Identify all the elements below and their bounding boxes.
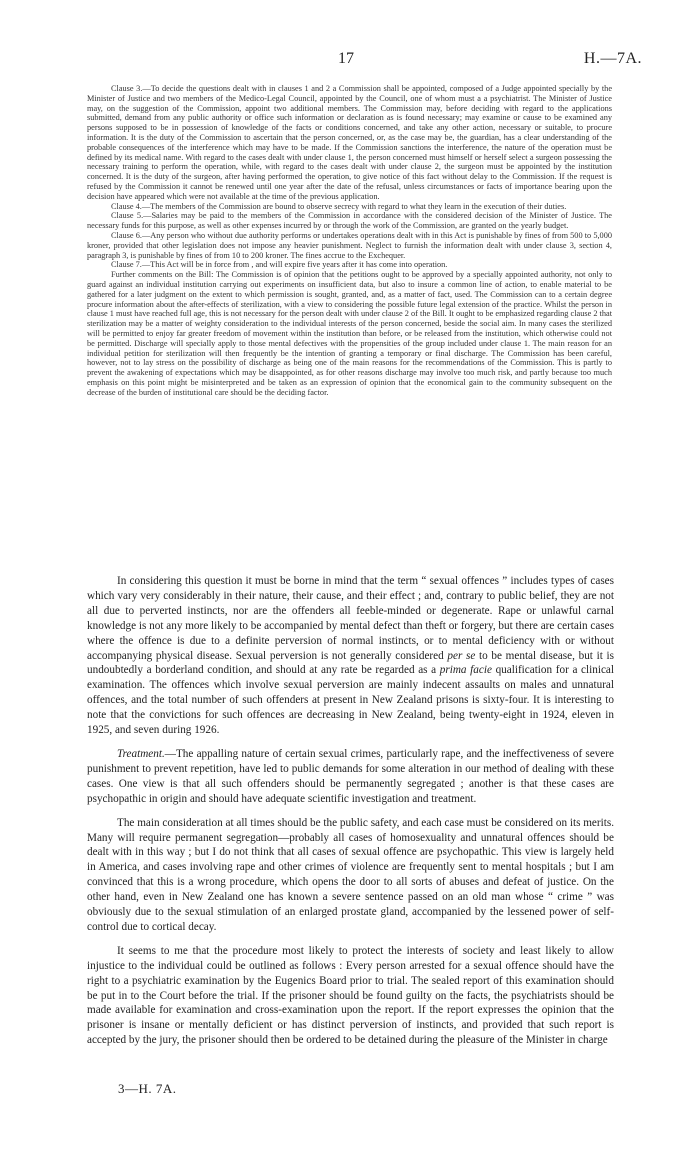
public-safety-paragraph: The main consideration at all times should be the public safety, and each case must be considered on its merits. Many will require permanent segregation—probably all cases of homosexuality and unnatural offences should be dealt with in this way ; but I do not think that all cases of sexual offence are psychopathic. This view is largely held in America, and cases involving rape and other crimes of violence are frequently sent to mental hospitals ; but I am convinced that this is a wrong procedure, which opens the door to all sorts of abuses and defeat of justice. On the other hand, even in New Zealand one has known a severe sentence passed on an old man whose “ crime ” was obviously due to the sexual stimulation of an enlarged prostate gland, accompanied by the lessened power of self-control due to cortical decay. [87,816,614,933]
text-run: qualification for a clinical examination. The offences which involve sexual perversion are mainly indecent assaults on males and unnatural offences, and the total number of such offenders at present in New Zealand prisons is sixty-four. It is interesting to note that the convictions for such offences are decreasing in New Zealand, being twenty-eight in 1924, eleven in 1925, and seven during 1926. [87,664,614,737]
clause-5-paragraph: Clause 5.—Salaries may be paid to the members of the Commission in accordance with the considered decision of the Minister of Justice. The necessary funds for this purpose, as well as other expenses incurred by or through the work of the Commission, are granted on the yearly budget. [87,211,612,231]
page-number: 17 [338,50,354,67]
sexual-offences-paragraph [87,574,614,738]
treatment-heading: Treatment. [117,747,165,760]
procedure-paragraph: It seems to me that the procedure most likely to protect the interests of society and least likely to allow injustice to the individual could be outlined as follows : Every person arrested for a sexual offence should have the right to a psychiatric examination by the Eugenics Board prior to trial. The sealed report of this examination should be put in to the Court before the trial. If the prisoner should be found guilty on the facts, the psychiatrists should be made available for examination and cross-examination upon the report. If the report expresses the opinion that the prisoner is insane or mentally deficient or has distinct perversion of instincts, and provided that such report is accepted by the jury, the prisoner should then be ordered to be detained during the pleasure of the Minister in charge [87,944,614,1047]
text-run: —The appalling nature of certain sexual crimes, particularly rape, and the ineffectiveness of severe punishment to prevent repetition, have led to public demands for some alteration in our method of dealing with these cases. One view is that all such offenders should be permanently segregated ; another is that these cases are psychopathic in origin and should have adequate scientific investigation and treatment. [87,747,614,805]
page-header [0,50,700,74]
text-run: In considering this question it must be borne in mind that the term “ sexual offences ” includes types of cases which vary very considerably in their nature, their cause, and their effect ; and, contrary to public belief, they are not all due to perverted instincts, nor are the offenders all feeble-minded or degenerate. Rape or unlawful carnal knowledge is not any more likely to be accompanied by mental defect than theft or forgery, but there are certain cases where the offence is due to a definite perversion of normal instincts, or to mental deficiency with or without accompanying physical disease. Sexual perversion is not generally considered [87,575,614,662]
clause-6-paragraph: Clause 6.—Any person who without due authority performs or undertakes operations dealt with in this Act is punishable by fines of from 500 to 5,000 kroner, provided that other legislation does not impose any heavier punishment. Neglect to furnish the information dealt with under clause 3, section 4, paragraph 3, is punishable by fines of from 10 to 200 kroner. The fines accrue to the Exchequer. [87,230,612,260]
bill-clauses-section [87,84,612,398]
signature-mark: 3—H. 7A. [118,1081,177,1096]
further-comments-paragraph: Further comments on the Bill: The Commission is of opinion that the petitions ought to be approved by a specially appointed authority, not only to guard against an individual institution carrying out experiments on insufficient data, but also to insure a common line of action, to enable material to be gathered for a later judgment on the extent to which permission is sought, granted, and, as a matter of fact, used. The Commission can to a certain degree procure information about the after-effects of sterilization, with a view to considering the possible future legal extension of the practice. Whilst the person in clause 1 must have reached full age, this is not necessary for the person dealt with under clause 2 of the Bill. It ought to be emphasized regarding clause 2 that sterilization may be a matter of weighty consideration to the individual interests of the person concerned, beside the social aim. In many cases the sterilized will be permitted to enjoy far greater freedom of movement within the institution than before, or be released from the institution, which otherwise could not be permitted. Discharge will specially apply to those mental defectives with the propensities of the group included under clause 1. The main reason for an individual petition for sterilization will then frequently be the intention of granting a temporary or final discharge. The Commission has been careful, however, not to lay stress on the possibility of discharge as being one of the main reasons for the recommendations of the Commission. This is partly to prevent the awakening of expectations which may be disappointed, as for other reasons discharge may involve too much risk, and partly because too much emphasis on this point might be misinterpreted and be taken as an expression of opinion that the economical gain to the community subsequent on the decrease of the burden of institutional care should be the deciding factor. [87,270,612,397]
treatment-paragraph [87,747,614,807]
clause-3-paragraph: Clause 3.—To decide the questions dealt with in clauses 1 and 2 a Commission shall be appointed, composed of a Judge appointed specially by the Minister of Justice and two members of the Medico-Legal Council, appointed by the Council, one of whom must a a psychiatrist. The Minister of Justice may, on the suggestion of the Commission, appoint two additional members. The Commission may, before deciding with regard to the applications submitted, demand from any public authority or office such information or declaration as is found necessary; may examine or cause to be examined any persons supposed to be in possession of knowledge of the facts or conditions concerned, and take any other action, necessary or suitable, to procure information. It is the duty of the Commission to ascertain that the person concerned, or, as the case may be, the guardian, has a clear understanding of the probable consequences of the interference which may have to be made. If the Commission sanctions the interference, the nature of the operation must be defined by its medical name. With regard to the cases dealt with under clause 1, the person concerned must himself or herself select a surgeon possessing the necessary training to perform the operation, while, with regard to the cases dealt with under clause 2, the surgeon must be appointed by the institution concerned. It is the duty of the surgeon, after having performed the operation, to give notice of this fact without delay to the Commission. If the request is refused by the Commission it cannot be renewed until one year after the date of the refusal, unless circumstances or facts of importance bearing upon the decision have appeared which were not available at the time of the previous application. [87,84,612,201]
clause-7-paragraph: Clause 7.—This Act will be in force from , and will expire five years after it has come into operation. [111,260,448,270]
main-body-section [87,574,614,1048]
italic-term: per se [447,649,476,662]
document-reference: H.—7A. [583,50,642,67]
clause-4-paragraph: Clause 4.—The members of the Commission are bound to observe secrecy with regard to what they learn in the execution of their duties. [111,201,567,211]
text-run: to be mental disease, but it is undoubtedly a borderland condition, and should at any rate be regarded as a [87,649,614,677]
italic-term: prima facie [439,664,492,677]
